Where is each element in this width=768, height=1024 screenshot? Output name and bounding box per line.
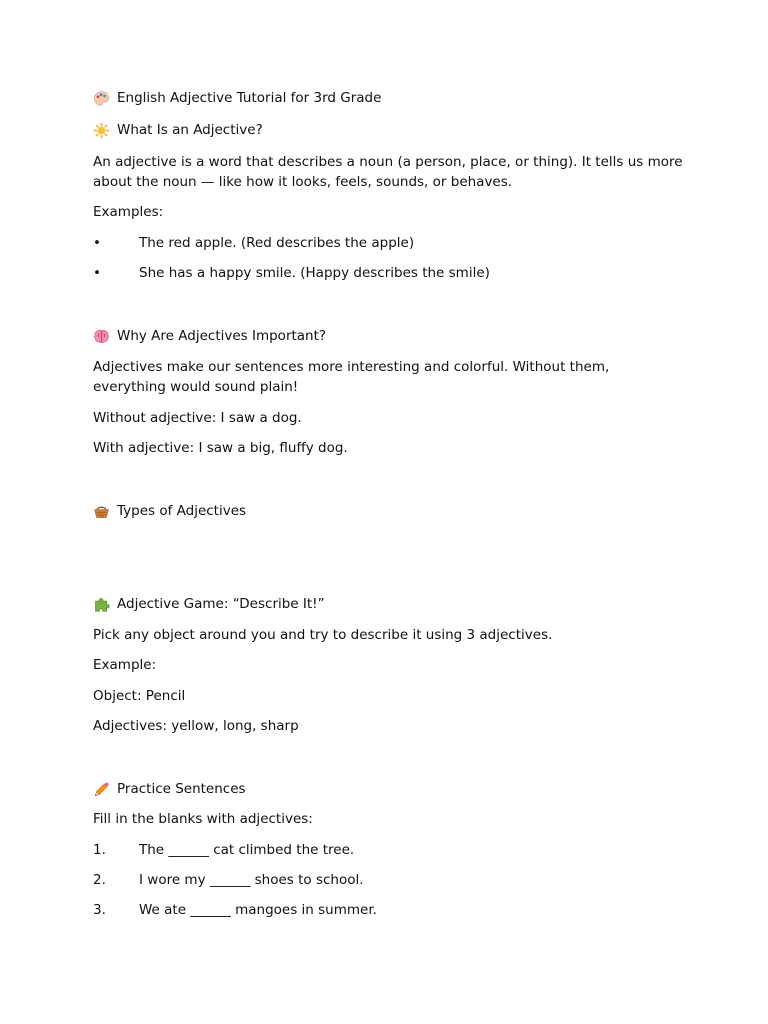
game-example-label: Example: (93, 657, 157, 673)
why-paragraph: Adjectives make our sentences more interesting and colorful. Without them, everything would sound plain! (93, 359, 610, 395)
game-adjectives: Adjectives: yellow, long, sharp (93, 718, 299, 734)
document-title-text: English Adjective Tutorial for 3rd Grade (117, 90, 382, 106)
types-heading (93, 501, 683, 521)
number-marker: 3. (93, 902, 106, 918)
with-adjective-line: With adjective: I saw a big, fluffy dog. (93, 440, 348, 456)
number-marker: 1. (93, 842, 106, 858)
list-item-text: I wore my ______ shoes to school. (139, 872, 364, 888)
what-heading-text: What Is an Adjective? (117, 122, 263, 138)
what-paragraph: An adjective is a word that describes a noun (a person, place, or thing). It tells us more about the noun — like how it looks, feels, sounds, or behaves. (93, 154, 683, 190)
why-heading (93, 326, 683, 346)
palette-icon (93, 90, 110, 107)
practice-instruction: Fill in the blanks with adjectives: (93, 811, 313, 827)
list-item-text: She has a happy smile. (Happy describes the smile) (139, 265, 490, 281)
basket-icon (93, 503, 110, 520)
practice-heading (93, 779, 683, 799)
game-heading (93, 594, 683, 614)
list-item-text: The red apple. (Red describes the apple) (139, 235, 415, 251)
without-adjective-line: Without adjective: I saw a dog. (93, 410, 302, 426)
game-heading-text: Adjective Game: “Describe It!” (117, 596, 325, 612)
list-item (93, 900, 683, 920)
list-item (93, 840, 683, 860)
bullet-marker: • (93, 265, 101, 281)
puzzle-icon (93, 596, 110, 613)
practice-heading-text: Practice Sentences (117, 781, 246, 797)
what-heading (93, 120, 683, 140)
list-item-text: The ______ cat climbed the tree. (139, 842, 355, 858)
bullet-marker: • (93, 235, 101, 251)
document-title (93, 88, 683, 108)
types-heading-text: Types of Adjectives (117, 503, 247, 519)
sun-icon (93, 122, 110, 139)
game-instruction: Pick any object around you and try to describe it using 3 adjectives. (93, 627, 553, 643)
list-item (93, 233, 683, 253)
examples-label: Examples: (93, 204, 164, 220)
why-heading-text: Why Are Adjectives Important? (117, 328, 327, 344)
number-marker: 2. (93, 872, 106, 888)
list-item (93, 263, 683, 283)
list-item (93, 870, 683, 890)
game-object: Object: Pencil (93, 688, 186, 704)
list-item-text: We ate ______ mangoes in summer. (139, 902, 377, 918)
brain-icon (93, 328, 110, 345)
pencil-icon (93, 781, 110, 798)
